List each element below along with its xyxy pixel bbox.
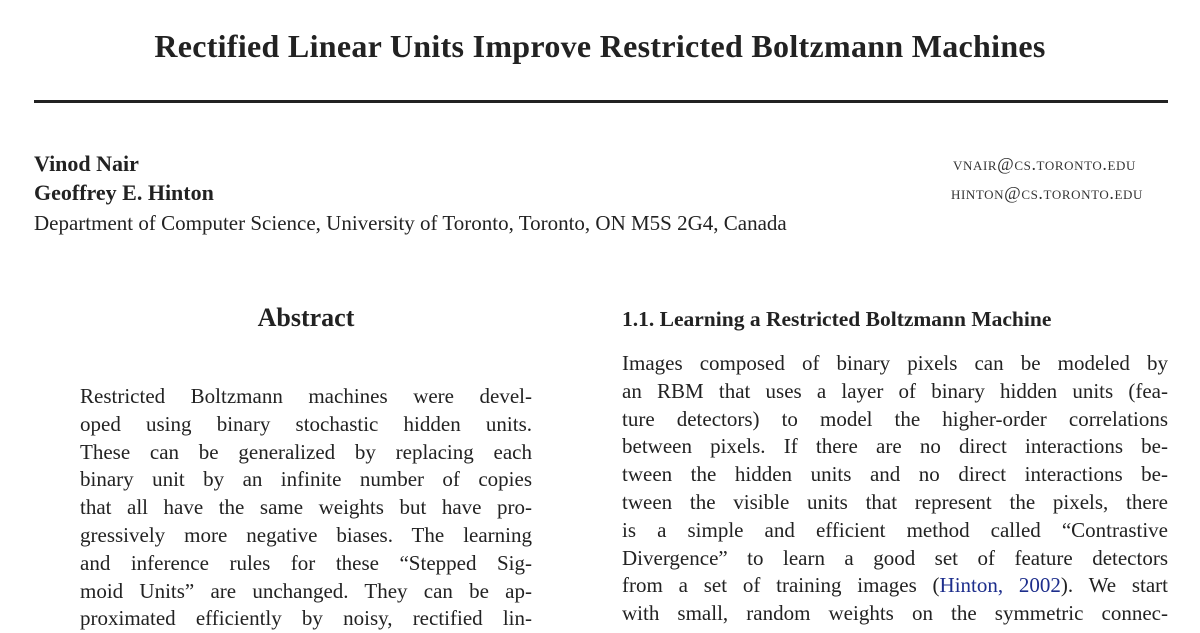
abstract-line: that all have the same weights but have pro- bbox=[80, 495, 532, 520]
paper-title: Rectified Linear Units Improve Restricted Boltzmann Machines bbox=[154, 28, 1046, 64]
abstract-line: and inference rules for these “Stepped Sig- bbox=[80, 550, 532, 575]
abstract-body bbox=[80, 383, 532, 633]
author-name-hinton: Geoffrey E. Hinton bbox=[34, 180, 214, 205]
abstract-line: These can be generalized by replacing each bbox=[80, 439, 532, 464]
author-email-nair: vnair@cs.toronto.edu bbox=[953, 154, 1136, 174]
affiliation: Department of Computer Science, University of Toronto, Toronto, ON M5S 2G4, Canada bbox=[34, 211, 787, 235]
abstract-line: oped using binary stochastic hidden units. bbox=[80, 411, 532, 436]
author-email-hinton: hinton@cs.toronto.edu bbox=[950, 183, 1143, 203]
section-line: tween the visible units that represent the pixels, there bbox=[622, 489, 1168, 514]
citation-suffix-text: ). We start bbox=[1060, 573, 1168, 598]
citation-link-hinton-2002[interactable] bbox=[940, 573, 1061, 597]
abstract-line: Restricted Boltzmann machines were devel- bbox=[80, 384, 532, 408]
citation-author: Hinton bbox=[939, 573, 998, 598]
section-line: is a simple and efficient method called “Contrastive bbox=[622, 517, 1168, 542]
section-line-with-citation bbox=[622, 572, 1168, 600]
citation-prefix-text: from a set of training images ( bbox=[622, 573, 940, 598]
title-rule bbox=[34, 100, 1168, 103]
section-line: ture detectors) to model the higher-order correlations bbox=[622, 406, 1168, 431]
abstract-line: gressively more negative biases. The learning bbox=[80, 522, 532, 547]
section-line: with small, random weights on the symmetric connec- bbox=[622, 601, 1168, 626]
citation-separator: , bbox=[997, 573, 1019, 598]
section-heading: 1.1. Learning a Restricted Boltzmann Machine bbox=[622, 307, 1052, 331]
section-line: between pixels. If there are no direct interactions be- bbox=[622, 434, 1168, 459]
abstract-line: moid Units” are unchanged. They can be ap- bbox=[80, 578, 532, 603]
section-line: Divergence” to learn a good set of feature detectors bbox=[622, 545, 1168, 570]
section-line: an RBM that uses a layer of binary hidden units (fea- bbox=[622, 378, 1168, 403]
abstract-heading: Abstract bbox=[257, 303, 355, 332]
abstract-line: binary unit by an infinite number of copies bbox=[80, 467, 532, 492]
abstract-line: proximated efficiently by noisy, rectified lin- bbox=[80, 606, 532, 631]
section-line: tween the hidden units and no direct interactions be- bbox=[622, 462, 1168, 487]
section-line: Images composed of binary pixels can be modeled by bbox=[622, 351, 1168, 375]
author-name-nair: Vinod Nair bbox=[34, 151, 139, 176]
section-body bbox=[622, 350, 1168, 628]
citation-year: 2002 bbox=[1018, 573, 1061, 598]
